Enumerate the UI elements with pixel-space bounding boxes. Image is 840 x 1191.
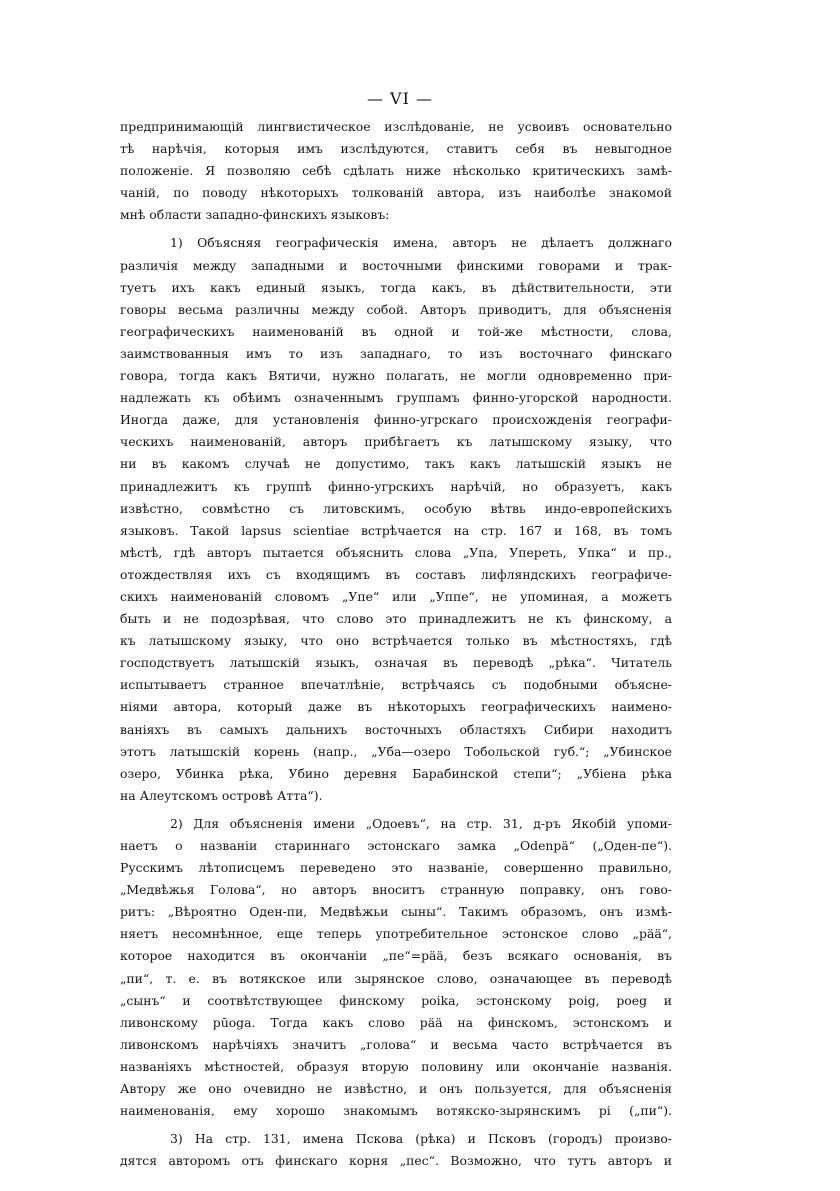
- text-line: ніями автора, который даже въ нѣкоторыхъ географическихъ наимено-: [120, 699, 672, 715]
- text-line: извѣстно, совмѣстно съ литовскимъ, особую вѣтвь индо-европейскихъ: [120, 500, 672, 516]
- page-number: — VI —: [366, 89, 434, 108]
- text-line: этотъ латышскій корень (напр., „Уба—озеро Тобольской губ.“; „Убинское: [120, 743, 672, 759]
- text-line: 1) Объясняя географическія имена, авторъ не дѣлаетъ должнаго: [170, 235, 672, 251]
- text-line: „сынъ“ и соотвѣтствующее финскому poika, эстонскому poig, poeg и: [120, 992, 672, 1008]
- text-line: которое находится въ окончаніи „пе“=pää, безъ всякаго основанія, въ: [120, 948, 672, 964]
- text-line: ческихъ наименованій, авторъ прибѣгаетъ къ латышскому языку, что: [120, 434, 672, 450]
- text-line: „Медвѣжья Голова“, но авторъ вноситъ странную поправку, онъ гово-: [120, 882, 672, 898]
- text-line: господствуетъ латышскій языкъ, означая въ переводѣ „рѣка“. Читатель: [120, 655, 672, 671]
- text-line: Русскимъ лѣтописцемъ переведено это названіе, совершенно правильно,: [120, 860, 672, 876]
- text-line: чаній, по поводу нѣкоторыхъ толкованій автора, изъ наиболѣе знакомой: [120, 185, 672, 201]
- text-line: ливонскому pūoga. Тогда какъ слово pää на финскомъ, эстонскомъ и: [120, 1014, 672, 1030]
- text-line: языковъ. Такой lapsus scientiae встрѣчается на стр. 167 и 168, въ томъ: [120, 522, 672, 538]
- text-line: 3) На стр. 131, имена Пскова (рѣка) и Псковъ (городъ) произво-: [170, 1131, 672, 1147]
- text-line: испытываетъ странное впечатлѣніе, встрѣчаясь съ подобными объясне-: [120, 677, 672, 693]
- text-line: Автору же оно очевидно не извѣстно, и онъ пользуется, для объясненія: [120, 1081, 672, 1097]
- text-line: озеро, Убинка рѣка, Убино деревня Барабинской степи“; „Убіена рѣка: [120, 765, 672, 781]
- text-line: отождествляя ихъ съ входящимъ въ составъ лифляндскихъ географиче-: [120, 566, 672, 582]
- body-text: [120, 116, 672, 1172]
- text-line: мѣстѣ, гдѣ авторъ пытается объяснить слова „Упа, Упереть, Упка“ и пр.,: [120, 544, 672, 560]
- text-line: ливонскомъ нарѣчіяхъ значитъ „голова“ и весьма часто встрѣчается въ: [120, 1036, 672, 1052]
- text-line: ни въ какомъ случаѣ не допустимо, такъ какъ латышскій языкъ не: [120, 456, 672, 472]
- text-line: наетъ о названіи стариннаго эстонскаго замка „Оdenpä“ („Оден-пе“).: [120, 838, 672, 853]
- text-line: „пи“, т. е. въ вотякское или зырянское слово, означающее въ переводѣ: [120, 970, 672, 986]
- text-line: заимствованныя имъ то изъ западнаго, то изъ восточнаго финскаго: [120, 345, 672, 361]
- text-line: принадлежитъ къ группѣ финно-угрскихъ нарѣчій, но образуетъ, какъ: [120, 478, 672, 494]
- text-line: предпринимающій лингвистическое изслѣдованіе, не усвоивъ основательно: [120, 119, 672, 134]
- text-line: Иногда даже, для установленія финно-угрскаго происхожденія географи-: [120, 412, 672, 428]
- text-line: тѣ нарѣчія, которыя имъ изслѣдуются, ставитъ себя въ невыгодное: [120, 141, 672, 157]
- text-line: географическихъ наименованій въ одной и той-же мѣстности, слова,: [120, 323, 672, 339]
- text-line: надлежать къ обѣимъ означеннымъ группамъ финно-угорской народности.: [120, 390, 672, 406]
- text-line: быть и не подозрѣвая, что слово это принадлежитъ не къ финскому, а: [120, 611, 672, 627]
- text-line: говора, тогда какъ Вятичи, нужно полагать, не могли одновременно при-: [120, 368, 672, 384]
- text-line: дятся авторомъ отъ финскаго корня „пес“. Возможно, что тутъ авторъ и: [120, 1153, 672, 1169]
- text-line: положеніе. Я позволяю себѣ сдѣлать ниже нѣсколько критическихъ замѣ-: [120, 163, 672, 179]
- text-line: туетъ ихъ какъ единый языкъ, тогда какъ, въ дѣйствительности, эти: [120, 279, 672, 295]
- text-line: на Алеутскомъ островѣ Атта“).: [120, 787, 323, 803]
- text-line: ваніяхъ въ самыхъ дальнихъ восточныхъ областяхъ Сибири находитъ: [120, 721, 672, 737]
- text-line: къ латышскому языку, что оно встрѣчается только въ мѣстностяхъ, гдѣ: [120, 633, 672, 649]
- text-line: 2) Для объясненія имени „Одоевъ“, на стр. 31, д-ръ Якобій упоми-: [170, 815, 672, 831]
- text-line: наименованія, ему хорошо знакомымъ вотякско-зырянскимъ pi („пи“).: [120, 1103, 672, 1119]
- text-line: скихъ наименованій словомъ „Упе“ или „Уппе“, не упоминая, а можетъ: [120, 588, 672, 604]
- text-line: говоры весьма различны между собой. Авторъ приводитъ, для объясненія: [120, 301, 672, 317]
- text-line: няетъ несомнѣнное, еще теперь употребительное эстонское слово „pää“,: [120, 926, 672, 942]
- text-line: ритъ: „Вѣроятно Оден-пи, Медвѣжьи сыны“. Такимъ образомъ, онъ измѣ-: [120, 904, 672, 920]
- text-line: названіяхъ мѣстностей, образуя вторую половину или окончаніе названія.: [120, 1058, 672, 1074]
- text-line: мнѣ области западно-финскихъ языковъ:: [120, 207, 390, 223]
- text-line: различія между западными и восточными финскими говорами и трак-: [120, 257, 672, 273]
